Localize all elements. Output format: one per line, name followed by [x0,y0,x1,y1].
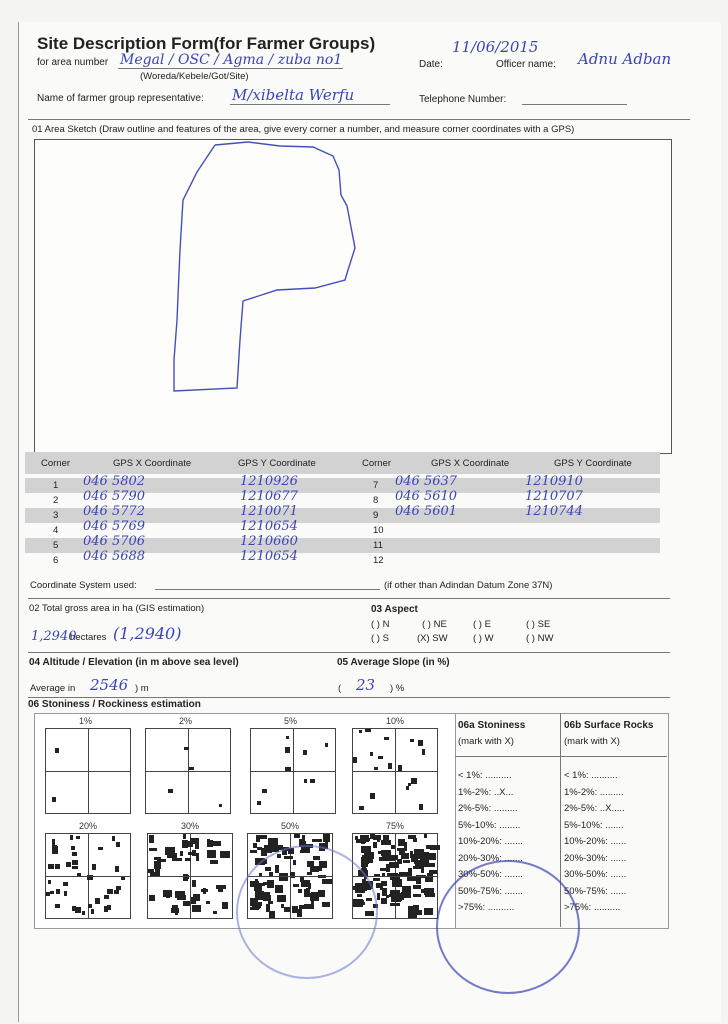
aspect-e[interactable]: ( ) E [473,619,491,630]
stone-mark [421,867,424,873]
stoniness-percent-label: 50% [281,821,300,831]
stone-mark [415,862,425,867]
stone-mark [325,743,328,747]
stoniness-a-title: 06a Stoniness [458,720,526,731]
stone-mark [220,851,230,858]
stoniness-diagram [147,833,233,919]
stone-mark [359,806,364,810]
altitude-value: 2546 [90,676,129,694]
stone-mark [82,911,85,915]
stone-mark [63,882,68,886]
stone-mark [408,910,411,918]
phone-label: Telephone Number: [419,94,507,105]
corner-number: 8 [373,495,379,506]
stone-mark [216,885,226,889]
stone-mark [419,804,423,810]
stone-mark [374,767,378,770]
stoniness-row-a[interactable]: < 1%: .......... [458,770,512,781]
stone-mark [381,881,387,886]
stone-mark [52,797,56,802]
stone-mark [403,860,410,863]
stone-mark [172,905,178,909]
stoniness-row-b[interactable]: < 1%: .......... [564,770,618,781]
stone-mark [378,756,383,759]
gps-y-value: 1210654 [240,549,298,564]
stoniness-row-a[interactable]: 20%-30%: ....... [458,852,523,864]
stone-mark [48,880,51,884]
gps-x-value: 046 5772 [83,504,146,519]
stoniness-row-b[interactable]: 30%-50%: ...... [564,869,627,880]
gps-x-value: 046 5688 [83,549,146,564]
stone-mark [391,896,400,902]
stone-mark [116,842,120,847]
stoniness-percent-label: 5% [284,716,298,726]
stone-mark [256,835,260,842]
stone-mark [77,873,81,877]
stone-mark [410,851,413,858]
slope-heading: 05 Average Slope (in %) [337,657,450,668]
corner-number: 11 [373,540,383,551]
stone-mark [380,868,389,871]
area-unit: hectares [70,632,107,643]
corner-number: 6 [53,555,59,566]
stone-mark [50,891,54,894]
stoniness-diagram [45,728,131,814]
gps-x-value: 046 5637 [395,474,458,489]
stone-mark [71,846,75,850]
stone-mark [192,880,196,887]
rep-value: M/xibelta Werfu [232,86,355,104]
gps-y-value: 1210926 [240,474,298,489]
stone-mark [183,834,186,839]
stone-mark [186,841,193,847]
stone-mark [257,801,261,805]
stone-mark [370,834,375,839]
stone-mark [222,902,228,909]
header-gps-y: GPS Y Coordinate [238,458,316,469]
stoniness-row-b[interactable]: 1%-2%: ......... [564,786,624,798]
stone-mark [92,864,96,870]
stone-mark [410,739,414,742]
stone-mark [413,838,417,842]
officer-label: Officer name: [496,59,556,70]
stone-mark [425,876,433,882]
stone-mark [391,845,395,849]
slope-value: 23 [356,676,376,694]
stoniness-row-b[interactable]: 5%-10%: ....... [564,819,624,831]
corner-number: 10 [373,525,384,536]
stone-mark [381,840,391,845]
table-row [25,549,660,568]
stone-mark [165,847,175,855]
stone-mark [364,847,367,851]
stone-mark [430,845,440,850]
stone-mark [425,908,429,912]
stone-mark [104,906,108,912]
stoniness-row-b[interactable]: 10%-20%: ...... [564,836,627,847]
slope-prefix: ( [338,683,342,694]
area-number-value: Megal / OSC / Agma / zuba no1 [120,52,343,68]
stone-mark [91,909,94,914]
stone-mark [213,911,217,914]
stone-mark [149,835,154,843]
stone-mark [286,736,289,739]
stone-mark [381,898,387,904]
officer-value: Adnu Adban [578,50,672,68]
stoniness-row-a[interactable]: 10%-20%: ....... [458,836,523,847]
stone-mark [302,835,305,840]
area-value: 1,2940 [31,629,77,644]
stone-mark [399,872,408,876]
stone-mark [185,858,191,861]
gps-y-value: 1210071 [240,504,298,519]
stone-mark [189,767,194,770]
stone-mark [107,889,113,894]
stoniness-row-a[interactable]: 30%-50%: ....... [458,869,523,880]
area-number-sub: (Woreda/Kebele/Got/Site) [140,71,249,82]
gps-x-value: 046 5706 [83,534,146,549]
stone-mark [75,907,81,913]
aspect-w[interactable]: ( ) W [473,633,494,644]
gps-y-value: 1210744 [525,504,583,519]
aspect-n[interactable]: ( ) N [371,619,390,630]
stone-mark [404,842,407,849]
gps-x-value: 046 5610 [395,489,458,504]
stoniness-percent-label: 2% [179,716,193,726]
gps-y-value: 1210654 [240,519,298,534]
stone-mark [285,767,291,771]
stone-mark [362,866,366,869]
stone-mark [424,888,434,895]
stone-mark [382,854,389,857]
corner-number: 4 [53,525,59,536]
gps-header-row [25,452,660,474]
stone-mark [294,834,300,838]
corner-number: 12 [373,555,384,566]
stone-mark [374,874,380,877]
gps-y-value: 1210910 [525,474,583,489]
altitude-prefix: Average in [30,683,76,694]
stoniness-row-a[interactable]: 2%-5%: ......... [458,803,518,814]
stoniness-a-sub: (mark with X) [458,736,514,747]
stone-mark [377,893,380,900]
stoniness-row-b[interactable]: >75%: .......... [564,902,621,913]
stone-mark [76,836,80,839]
stone-mark [368,855,373,863]
corner-number: 9 [373,510,379,521]
gps-x-value: 046 5601 [395,504,458,519]
stone-mark [88,904,92,908]
stone-mark [196,838,199,842]
stone-mark [408,783,411,786]
stone-mark [168,789,173,793]
area-heading: 02 Total gross area in ha (GIS estimation) [29,603,205,614]
stone-mark [411,778,417,784]
header-corner-2: Corner [362,458,392,469]
gps-x-value: 046 5769 [83,519,146,534]
stoniness-percent-label: 20% [79,821,98,831]
stone-mark [382,873,385,876]
stone-mark [312,839,322,842]
area-number-label: for area number [37,57,109,68]
corner-number: 3 [53,510,59,521]
altitude-suffix: ) m [135,683,149,694]
stone-mark [387,873,395,877]
stone-mark [172,858,182,861]
stone-mark [203,888,206,894]
date-label: Date: [419,59,443,70]
official-stamp-left [236,845,378,979]
stone-mark [424,834,427,838]
stone-mark [303,750,307,755]
stone-mark [55,748,59,753]
stone-mark [166,890,170,898]
stone-mark [158,859,166,862]
stoniness-percent-label: 10% [386,716,405,726]
slope-suffix: ) % [390,683,405,694]
stone-mark [310,779,315,783]
stoniness-b-sub: (mark with X) [564,736,620,747]
stone-mark [287,747,290,753]
stone-mark [373,878,380,881]
stone-mark [95,898,100,904]
stone-mark [418,740,423,746]
header-gps-x-2: GPS X Coordinate [431,458,510,469]
stone-mark [416,910,422,915]
stone-mark [219,804,222,807]
stone-mark [304,779,307,783]
stone-mark [66,862,71,867]
form-title: Site Description Form(for Farmer Groups) [37,34,376,53]
stone-mark [115,866,119,872]
stoniness-diagram [45,833,131,919]
stone-mark [356,839,366,843]
gps-x-value: 046 5802 [83,474,146,489]
stoniness-row-a[interactable]: 50%-75%: ....... [458,885,523,897]
stone-mark [325,835,329,841]
gps-x-value: 046 5790 [83,489,146,504]
stone-mark [149,895,155,901]
stone-mark [213,841,221,846]
corner-number: 1 [53,480,59,491]
stoniness-b-title: 06b Surface Rocks [564,720,654,731]
stone-mark [192,905,201,912]
date-value: 11/06/2015 [452,38,539,56]
coord-system-note: (if other than Adindan Datum Zone 37N) [384,580,553,591]
stoniness-diagram [145,728,231,814]
gps-y-value: 1210677 [240,489,298,504]
stone-mark [390,903,400,906]
aspect-ne[interactable]: ( ) NE [422,619,447,630]
stone-mark [149,848,157,851]
stone-mark [114,890,119,894]
area-sketch-box [34,139,672,454]
stone-mark [422,749,425,755]
stoniness-heading: 06 Stoniness / Rockiness estimation [28,699,201,710]
stone-mark [391,856,398,860]
aspect-nw[interactable]: ( ) NW [526,633,554,644]
stone-mark [55,904,60,908]
stone-mark [392,879,402,887]
stone-mark [72,852,77,856]
stone-mark [384,737,389,740]
stone-mark [183,901,190,906]
stone-mark [155,872,160,877]
stoniness-row-b[interactable]: 50%-75%: ...... [564,885,627,897]
stone-mark [406,786,409,790]
stone-mark [386,895,389,898]
stone-mark [207,850,216,858]
stoniness-diagram [250,728,336,814]
stone-mark [373,842,377,848]
stoniness-percent-label: 75% [386,821,405,831]
stoniness-row-a[interactable]: 1%-2%: ..X... [458,786,514,798]
stone-mark [413,885,421,889]
stoniness-row-a[interactable]: >75%: .......... [458,902,515,913]
stone-mark [104,895,109,899]
stone-mark [206,901,210,904]
stone-mark [72,866,78,869]
stoniness-percent-label: 30% [181,821,200,831]
stone-mark [112,836,115,841]
stoniness-row-b[interactable]: 20%-30%: ...... [564,852,627,864]
stoniness-row-a[interactable]: 5%-10%: ........ [458,819,521,831]
stone-mark [413,894,421,897]
stone-mark [376,883,380,888]
stone-mark [180,851,183,856]
corner-number: 5 [53,540,59,551]
stone-mark [191,897,196,904]
header-gps-y-2: GPS Y Coordinate [554,458,632,469]
stone-mark [52,845,57,849]
stone-mark [388,763,392,769]
stone-mark [393,863,396,868]
stone-mark [72,860,78,865]
stone-mark [383,835,389,840]
header-gps-x: GPS X Coordinate [113,458,192,469]
stone-mark [378,851,382,854]
stone-mark [195,843,199,849]
stone-mark [98,847,103,850]
stone-mark [121,877,125,880]
stone-mark [196,853,199,861]
area-value-2: (1,2940) [113,624,182,643]
aspect-se[interactable]: ( ) SE [526,619,551,630]
stone-mark [183,874,188,881]
stone-mark [416,875,426,878]
aspect-heading: 03 Aspect [371,604,418,615]
stone-mark [365,729,371,732]
stone-mark [56,889,60,894]
stone-mark [408,868,412,876]
rep-label: Name of farmer group representative: [37,93,204,104]
corner-number: 2 [53,495,59,506]
aspect-s[interactable]: ( ) S [371,633,389,644]
stone-mark [48,864,54,869]
stone-mark [70,835,73,840]
stoniness-percent-label: 1% [79,716,93,726]
gps-y-value: 1210707 [525,489,583,504]
coord-system-label: Coordinate System used: [30,580,137,591]
stone-mark [427,873,433,879]
stone-mark [262,789,267,793]
gps-y-value: 1210660 [240,534,298,549]
area-sketch-drawing [35,140,671,453]
stone-mark [55,864,60,869]
header-corner: Corner [41,458,71,469]
stone-mark [87,875,93,880]
official-stamp-right [436,860,580,994]
stone-mark [267,845,273,851]
stoniness-row-b[interactable]: 2%-5%: ..X..... [564,803,625,814]
stone-mark [64,891,67,896]
corner-number: 7 [373,480,379,491]
stone-mark [353,757,357,763]
stone-mark [359,730,362,733]
stone-mark [184,747,189,750]
stone-mark [398,765,402,771]
stone-mark [250,850,257,853]
stone-mark [399,849,405,855]
stone-mark [402,886,411,893]
stone-mark [52,850,58,854]
stone-mark [370,752,373,756]
stone-mark [370,793,375,799]
altitude-heading: 04 Altitude / Elevation (in m above sea level) [29,657,239,668]
stone-mark [210,860,218,864]
stone-mark [188,852,194,855]
stone-mark [177,895,186,900]
stoniness-diagram [352,728,438,814]
aspect-sw[interactable]: (X) SW [417,633,448,644]
sketch-heading: 01 Area Sketch (Draw outline and features of the area, give every corner a number, and measure corner coordinates with a GPS) [32,124,575,135]
